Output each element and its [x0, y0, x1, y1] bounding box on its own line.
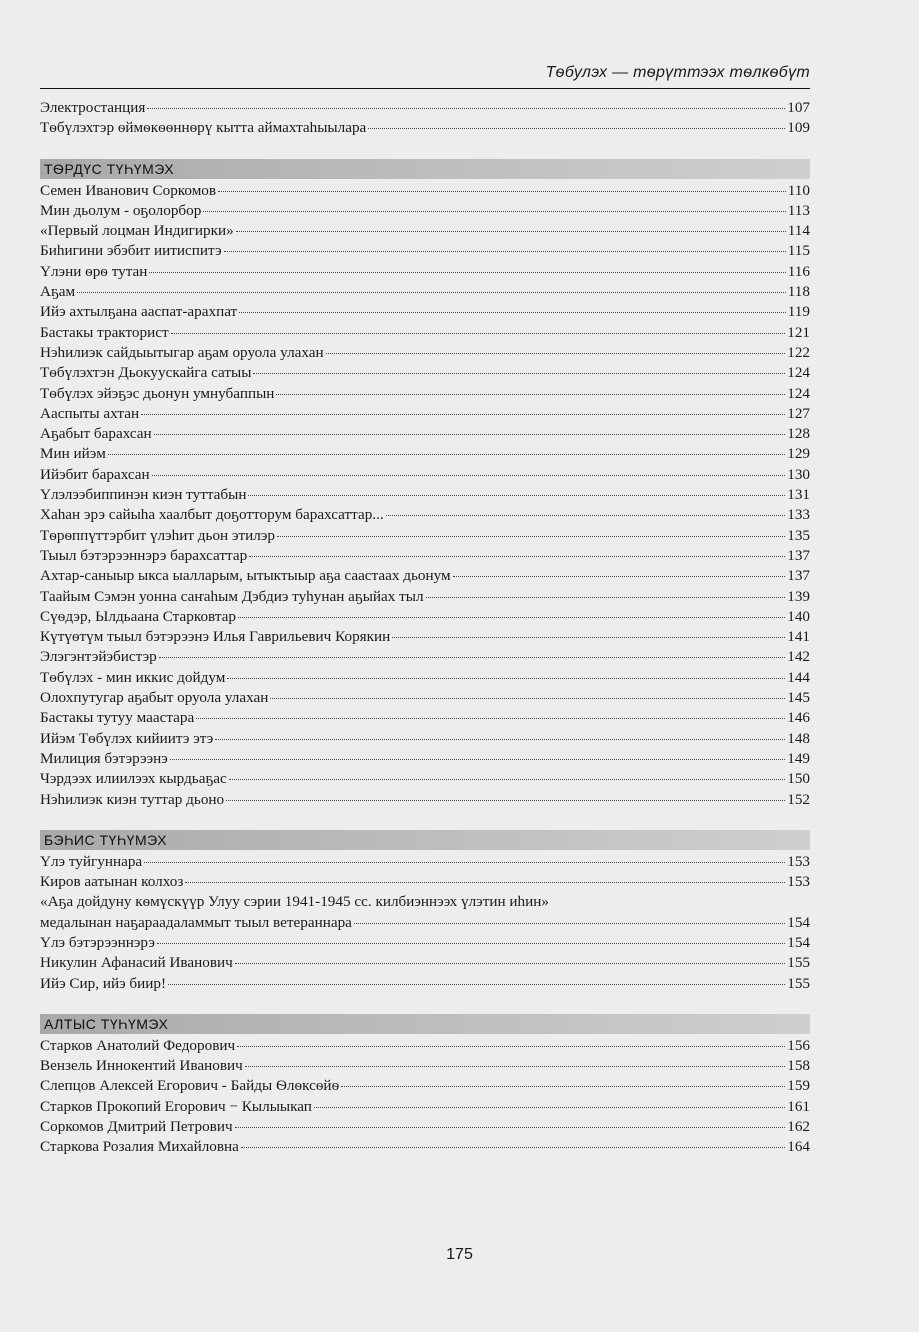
toc-entry: [40, 323, 810, 343]
toc-entry-page: 154: [787, 913, 810, 931]
toc-entry-title: «Первый лоцман Индигирки»: [40, 222, 234, 240]
section-spacer: [40, 994, 810, 1014]
dot-leader: [159, 657, 786, 658]
toc-entry-title: Элэгэнтэйэбистэр: [40, 648, 157, 666]
toc-entry-page: 115: [787, 242, 810, 260]
dot-leader: [453, 576, 786, 577]
toc-entry: [40, 1056, 810, 1076]
toc-entry-title: Сүѳдэр, Ылдьаана Старковтар: [40, 607, 236, 625]
toc-entry: [40, 587, 810, 607]
toc-entry: [40, 1097, 810, 1117]
toc-entry: [40, 688, 810, 708]
dot-leader: [253, 373, 785, 374]
toc-entry: [40, 749, 810, 769]
dot-leader: [392, 637, 785, 638]
toc-entry: [40, 913, 810, 933]
toc-entry-title: Милиция бэтэрээнэ: [40, 749, 168, 767]
toc-entry: [40, 607, 810, 627]
dot-leader: [277, 536, 785, 537]
toc-entry-page: 150: [787, 770, 810, 788]
toc-entry-title: Тѳбүлэхтэр ѳймѳкѳѳннѳрү кытта аймахтаhыылара: [40, 119, 367, 137]
toc-entry: [40, 118, 810, 138]
toc-entry-title: Олохпутугар аҕабыт оруола улахан: [40, 689, 269, 707]
dot-leader: [245, 1066, 785, 1067]
toc-entry-page: 127: [787, 404, 810, 422]
dot-leader: [147, 108, 785, 109]
toc-entry: [40, 974, 810, 994]
page-number: 175: [446, 1246, 473, 1263]
toc-entry-title: Бастакы тракторист: [40, 323, 169, 341]
toc-entry-page: 113: [787, 201, 810, 219]
dot-leader: [249, 556, 785, 557]
toc-entry-title: Чэрдээх илиилээх кырдьаҕас: [40, 770, 227, 788]
toc-entry-page: 140: [787, 607, 810, 625]
toc-entry-page: 155: [787, 954, 810, 972]
toc-entry-page: 153: [787, 873, 810, 891]
toc-entry-title: Соркомов Дмитрий Петрович: [40, 1118, 233, 1136]
toc-entry-page: 135: [787, 526, 810, 544]
toc-entry-page: 162: [787, 1118, 810, 1136]
toc-entry: [40, 424, 810, 444]
toc-entry-page: 121: [787, 323, 810, 341]
toc-entry-page: 153: [787, 852, 810, 870]
toc-entry-title: Мин дьолум - оҕолорбор: [40, 201, 202, 219]
toc-entry: [40, 181, 810, 201]
toc-entry: [40, 404, 810, 424]
toc-entry-title: Ийэбит барахсан: [40, 465, 150, 483]
toc-entry-title: Тѳрѳппүттэрбит үлэһит дьон этилэр: [40, 526, 275, 544]
toc-entry: [40, 343, 810, 363]
toc-entry: [40, 302, 810, 322]
toc-entry: [40, 852, 810, 872]
toc-entry-page: 149: [787, 749, 810, 767]
toc-entry-page: 131: [787, 486, 810, 504]
toc-entry-title: Нэһилиэк киэн туттар дьоно: [40, 790, 225, 808]
dot-leader: [276, 394, 785, 395]
dot-leader: [227, 678, 785, 679]
dot-leader: [341, 1086, 785, 1087]
toc-entry-page: 128: [787, 425, 810, 443]
toc-entry: [40, 872, 810, 892]
toc-entry-page: 124: [787, 364, 810, 382]
toc-entry-page: 129: [787, 445, 810, 463]
toc-entry: [40, 953, 810, 973]
toc-entry-title: Хаhан эрэ сайыhа хаалбыт доҕотторум барахсаттар...: [40, 506, 384, 524]
toc-entry-title: Электростанция: [40, 99, 146, 116]
toc-entry-title: Киров аатынан колхоз: [40, 873, 184, 891]
toc-entry-page: 107: [787, 99, 810, 116]
toc-entry-title: Ийэ ахтылҕана ааспат-арахпат: [40, 303, 238, 321]
toc-entry-page: 142: [787, 648, 810, 666]
toc-entry-page: 152: [787, 790, 810, 808]
section-heading: БЭҺИС ТҮҺҮМЭХ: [40, 830, 810, 850]
section-heading: АЛТЫС ТҮҺҮМЭХ: [40, 1014, 810, 1034]
toc-entry: [40, 363, 810, 383]
toc-entry-page: 139: [787, 587, 810, 605]
dot-leader: [386, 515, 786, 516]
toc-entry-title: Тѳбүлэх эйэҕэс дьонун умнубаппын: [40, 384, 275, 402]
dot-leader: [239, 312, 786, 313]
toc-entry: [40, 282, 810, 302]
toc-entry-page: 118: [787, 283, 810, 301]
toc-entry-page: 124: [787, 384, 810, 402]
dot-leader: [248, 495, 785, 496]
toc-entry-page: 155: [787, 974, 810, 992]
toc-entry: [40, 505, 810, 525]
dot-leader: [326, 353, 786, 354]
toc-entry-title: Тѳбүлэхтэн Дьокуускайга сатыы: [40, 364, 252, 382]
toc-entry-title: Үлэлээбиппинэн киэн туттабын: [40, 486, 247, 504]
toc-entry: [40, 465, 810, 485]
dot-leader: [168, 984, 785, 985]
toc-entry-page: 116: [787, 262, 810, 280]
dot-leader: [235, 963, 785, 964]
toc-entry-title: Слепцов Алексей Егорович - Байды Ѳлѳксѳйѳ: [40, 1077, 340, 1095]
section-heading: ТѲРДҮС ТҮҺҮМЭХ: [40, 159, 810, 179]
dot-leader: [218, 191, 786, 192]
toc-entry: [40, 444, 810, 464]
toc-entry-title: Үлэ бэтэрээннэрэ: [40, 933, 155, 951]
dot-leader: [368, 128, 785, 129]
toc-entry-page: 148: [787, 729, 810, 747]
toc-entry-title: Үлэ туйгуннара: [40, 852, 143, 870]
toc-entry-title: «Аҕа дойдуну кѳмүскүүр Улуу сэрии 1941-1945 сс. килбиэннээх үлэтин иһин»: [40, 893, 549, 911]
dot-leader: [270, 698, 785, 699]
running-head: Тѳбулэх — тѳрүттээх тѳлкѳбүт: [545, 64, 810, 81]
toc-entry-title: Ахтар-саныыр ыкса ыалларым, ытыктыыр аҕа саастаах дьонум: [40, 567, 451, 585]
toc-entry-title: Вензель Иннокентий Иванович: [40, 1057, 243, 1075]
dot-leader: [314, 1107, 785, 1108]
dot-leader: [229, 779, 785, 780]
toc-entry: [40, 221, 810, 241]
toc-entry: [40, 1137, 810, 1157]
toc-entry-title: Аҕам: [40, 283, 76, 301]
toc-entry: [40, 769, 810, 789]
toc-entry-page: 137: [787, 546, 810, 564]
toc-entry-title: Ийэ Сир, ийэ биир!: [40, 974, 167, 992]
toc-entry-title: Аҕабыт барахсан: [40, 425, 152, 443]
dot-leader: [203, 211, 785, 212]
toc-entry-page: 119: [787, 303, 810, 321]
toc-entry: [40, 241, 810, 261]
dot-leader: [238, 617, 785, 618]
dot-leader: [235, 1127, 786, 1128]
toc-entry-page: 114: [787, 222, 810, 240]
dot-leader: [241, 1147, 785, 1148]
dot-leader: [426, 597, 786, 598]
toc-entry-page: 133: [787, 506, 810, 524]
dot-leader: [185, 882, 785, 883]
toc-entry-title: Үлэни ѳрѳ тутан: [40, 262, 148, 280]
toc-entry: [40, 262, 810, 282]
toc-entry-page: 145: [787, 689, 810, 707]
dot-leader: [108, 454, 785, 455]
toc-entry: [40, 98, 810, 118]
toc-entry-page: 164: [787, 1138, 810, 1156]
dot-leader: [224, 251, 786, 252]
dot-leader: [152, 475, 786, 476]
toc-entry-page: 156: [787, 1036, 810, 1054]
toc-entry-title: Мин ийэм: [40, 445, 106, 463]
toc-entry: [40, 485, 810, 505]
toc-entry: [40, 627, 810, 647]
toc-entry-title: Биһигини эбэбит иитиспитэ: [40, 242, 222, 260]
toc-entry: [40, 1076, 810, 1096]
toc-entry-title: Аaспыты ахтан: [40, 404, 140, 422]
dot-leader: [157, 943, 785, 944]
toc-entry: [40, 647, 810, 667]
dot-leader: [215, 739, 785, 740]
toc-entry-title: Таайым Сэмэн уонна саҥаһым Дэбдиэ туһунан аҕыйах тыл: [40, 587, 424, 605]
toc-entry: [40, 729, 810, 749]
toc-entry: [40, 546, 810, 566]
header-rule: [40, 88, 810, 89]
toc-entry-page: 161: [787, 1097, 810, 1115]
toc-entry-page: 146: [787, 709, 810, 727]
toc-entry: [40, 1117, 810, 1137]
toc-entry-title: Никулин Афанасий Иванович: [40, 954, 233, 972]
dot-leader: [149, 272, 785, 273]
toc-entry: [40, 668, 810, 688]
toc-entry-page: 141: [787, 628, 810, 646]
toc-entry-page: 109: [787, 119, 810, 137]
toc-entry-title: медалынан наҕараадаламмыт тыыл ветераннара: [40, 913, 352, 931]
toc-entry: [40, 384, 810, 404]
toc-entry-page: 154: [787, 933, 810, 951]
toc-entry-page: 159: [787, 1077, 810, 1095]
toc-entry-title: Тѳбүлэх - мин иккис дойдум: [40, 668, 226, 686]
dot-leader: [171, 333, 786, 334]
toc-entry-page: 158: [787, 1057, 810, 1075]
toc-entry-title: Семен Иванович Соркомов: [40, 181, 217, 199]
toc-entry-page: 122: [787, 343, 810, 361]
dot-leader: [354, 923, 785, 924]
toc-entry-title: Старков Прокопий Егорович − Кылыыкап: [40, 1097, 312, 1115]
toc-entry-page: 137: [787, 567, 810, 585]
dot-leader: [237, 1046, 785, 1047]
toc-entry-title: Старкова Розалия Михайловна: [40, 1138, 239, 1156]
toc-entry-page: 144: [787, 668, 810, 686]
section-spacer: [40, 810, 810, 830]
toc-entry-title: Күтүѳтүм тыыл бэтэрээнэ Илья Гаврильевич Корякин: [40, 628, 391, 646]
toc-entry: [40, 933, 810, 953]
dot-leader: [170, 759, 785, 760]
section-spacer: [40, 139, 810, 159]
toc-entry: [40, 708, 810, 728]
toc-entry-page: 130: [787, 465, 810, 483]
toc-entry-title: Ийэм Тѳбүлэх кийиитэ этэ: [40, 729, 214, 747]
table-of-contents: [40, 98, 810, 1158]
dot-leader: [141, 414, 785, 415]
dot-leader: [196, 718, 785, 719]
dot-leader: [226, 800, 785, 801]
dot-leader: [77, 292, 786, 293]
toc-entry: [40, 201, 810, 221]
toc-entry: [40, 892, 810, 912]
toc-entry: [40, 526, 810, 546]
dot-leader: [236, 231, 786, 232]
toc-entry: [40, 790, 810, 810]
toc-entry-title: Старков Анатолий Федорович: [40, 1036, 236, 1054]
toc-entry: [40, 1036, 810, 1056]
dot-leader: [154, 434, 786, 435]
toc-entry-title: Тыыл бэтэрээннэрэ барахсаттар: [40, 546, 248, 564]
toc-entry: [40, 566, 810, 586]
toc-entry-title: Нэһилиэк сайдыытыгар аҕам оруола улахан: [40, 343, 324, 361]
toc-entry-title: Бастакы тутуу маастара: [40, 709, 195, 727]
dot-leader: [144, 862, 785, 863]
toc-entry-page: 110: [787, 181, 810, 199]
